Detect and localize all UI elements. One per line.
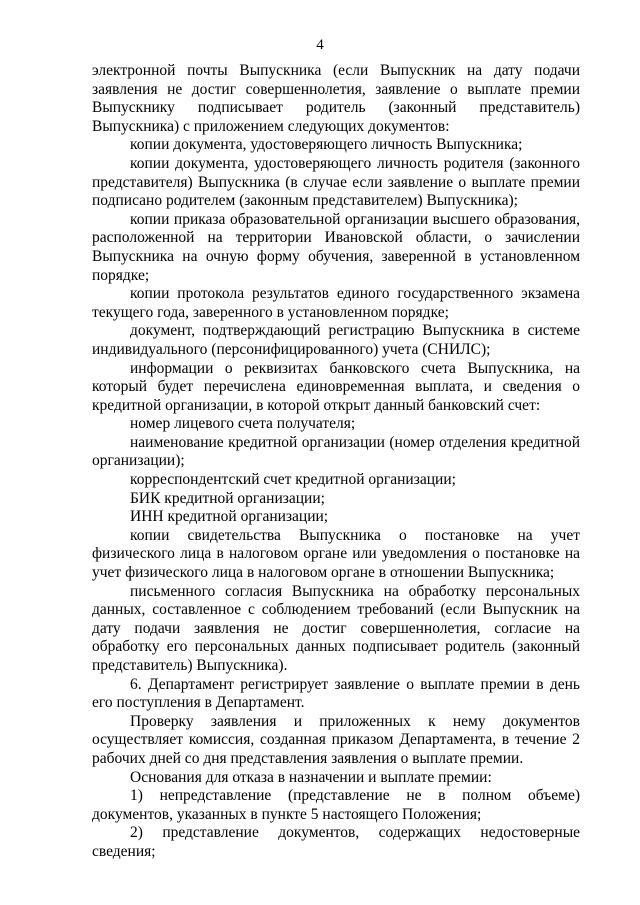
list-item-enrollment-order: копии приказа образовательной организации высшего образования, расположенной на территории Ивановской области, о зачислении Выпускника на очную форму обучения, заверенной в установленном порядке; [92, 210, 580, 284]
bank-detail-correspondent-account: корреспондентский счет кредитной организации; [130, 471, 456, 489]
page-number: 4 [316, 37, 324, 53]
list-item-snils: документ, подтверждающий регистрацию Выпускника в системе индивидуального (персонифицированного) учета (СНИЛС); [92, 322, 580, 358]
list-item-identity-doc: копии документа, удостоверяющего личность Выпускника; [130, 136, 523, 154]
list-item-parent-identity-doc: копии документа, удостоверяющего личность родителя (законного представителя) Выпускника (в случае если заявление о выплате премии подписано родителем (законным представителем) Выпускника); [92, 154, 580, 210]
clause-commission-review: Проверку заявления и приложенных к нему документов осуществляет комиссия, созданная приказом Департамента, в течение 2 рабочих дней со дня представления заявления о выплате премии. [92, 712, 580, 767]
list-item-tax-certificate: копии свидетельства Выпускника о постановке на учет физического лица в налоговом органе или уведомления о постановке на учет физического лица в налоговом органе в отношении Выпускника; [92, 526, 580, 582]
list-item-data-consent: письменного согласия Выпускника на обработку персональных данных, составленное с соблюдением требований (если Выпускник на дату подачи заявления не достиг совершеннолетия, согласие на обработку его персональных данных подписывает родитель (законный представитель) Выпускника). [92, 582, 580, 674]
list-item-bank-details: информации о реквизитах банковского счета Выпускника, на который будет перечислена единовременная выплата, и сведения о кредитной организации, в которой открыт данный банковский счет: [92, 359, 580, 414]
clause-6-registration: 6. Департамент регистрирует заявление о выплате премии в день его поступления в Департамент. [92, 675, 580, 712]
bank-detail-bank-name: наименование кредитной организации (номер отделения кредитной организации); [92, 433, 580, 470]
paragraph-intro: электронной почты Выпускника (если Выпускник на дату подачи заявления не достиг совершеннолетия, заявление о выплате премии Выпускнику подписывает родитель (законный представитель) Выпускника) с приложением следующих документов: [92, 62, 580, 135]
refusal-ground-1: 1) непредставление (представление не в полном объеме) документов, указанных в пункте 5 настоящего Положения; [92, 787, 580, 823]
bank-detail-inn: ИНН кредитной организации; [130, 508, 329, 526]
bank-detail-account-number: номер лицевого счета получателя; [130, 415, 356, 433]
document-body [92, 62, 580, 862]
bank-detail-bik: БИК кредитной организации; [130, 489, 325, 507]
list-item-exam-protocol: копии протокола результатов единого государственного экзамена текущего года, заверенного в установленном порядке; [92, 285, 580, 321]
refusal-ground-2: 2) представление документов, содержащих недостоверные сведения; [92, 824, 580, 860]
refusal-grounds-heading: Основания для отказа в назначении и выплате премии: [130, 768, 492, 786]
